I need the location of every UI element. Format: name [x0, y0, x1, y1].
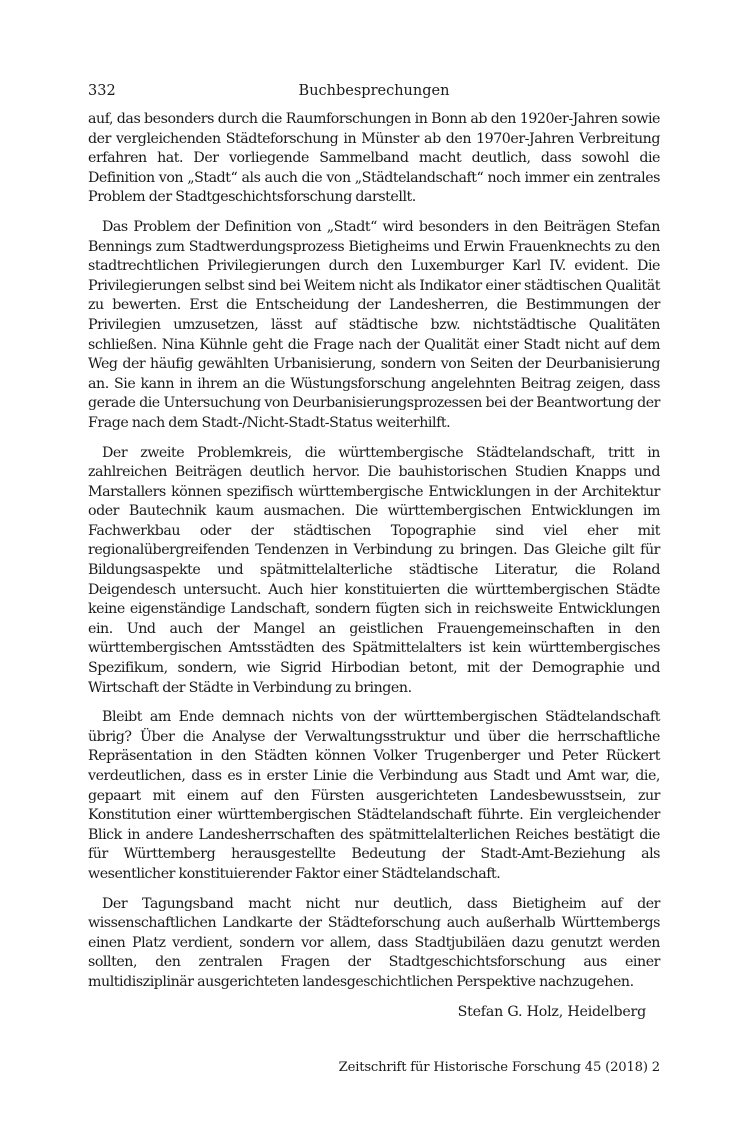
- paragraph-conclusion: Der Tagungsband macht nicht nur deutlich, dass Bietigheim auf der wissenschaftlichen Landkarte der Städteforschung auch außerhalb Württembergs einen Platz verdient, sondern vor allem, dass Stadtjubiläen dazu genutzt werden sollten, den zentralen Fragen der Stadtgeschichtsforschung aus einer multidisziplinär ausgerichteten landesgeschichtlichen Perspektive nachzugehen.: [88, 895, 660, 990]
- paragraph-continuation: auf, das besonders durch die Raumforschungen in Bonn ab den 1920er-Jahren sowie der vergleichenden Städteforschung in Münster ab den 1970er-Jahren Verbreitung erfahren hat. Der vorliegende Sammelband macht deutlich, dass sowohl die Definition von „Stadt“ als auch die von „Städtelandschaft“ noch immer ein zentrales Problem der Stadtgeschichtsforschung darstellt.: [88, 111, 660, 206]
- article-body: [88, 110, 660, 1022]
- paragraph-definition-stadt: Das Problem der Definition von „Stadt“ wird besonders in den Beiträgen Stefan Bennings zum Stadtwerdungsprozess Bietigheims und Erwin Frauenknechts zu den stadtrechtlichen Privilegierungen durch den Luxemburger Karl IV. evident. Die Privilegierungen selbst sind bei Weitem nicht als Indikator einer städtischen Qualität zu bewerten. Erst die Entscheidung der Landesherren, die Bestimmungen der Privilegien umzusetzen, lässt auf städtische bzw. nichtstädtische Qualitäten schließen. Nina Kühnle geht die Frage nach der Qualität einer Stadt nicht auf dem Weg der häufig gewählten Urbanisierung, sondern von Seiten der Deurbanisierung an. Sie kann in ihrem an die Wüstungsforschung angelehnten Beitrag zeigen, dass gerade die Untersuchung von Deurbanisierungsprozessen bei der Beantwortung der Frage nach dem Stadt-/Nicht-Stadt-Status weiterhilft.: [88, 218, 660, 431]
- running-head: Buchbesprechungen: [298, 83, 450, 99]
- reviewer-signature: Stefan G. Holz, Heidelberg: [457, 1003, 646, 1020]
- page-number: 332: [88, 83, 116, 99]
- paragraph-problemkreis: Der zweite Problemkreis, die württembergische Städtelandschaft, tritt in zahlreichen Beiträgen deutlich hervor. Die bauhistorischen Studien Knapps und Marstallers können spezifisch württembergische Entwicklungen in der Architektur oder Bautechnik kaum ausmachen. Die württembergischen Entwicklungen im Fachwerkbau oder der städtischen Topographie sind viel eher mit regionalübergreifenden Tendenzen in Verbindung zu bringen. Das Gleiche gilt für Bildungsaspekte und spätmittelalterliche städtische Literatur, die Roland Deigendesch untersucht. Auch hier konstituierten die württembergischen Städte keine eigenständige Landschaft, sondern fügten sich in reichsweite Entwicklungen ein. Und auch der Mangel an geistlichen Frauengemeinschaften in den württembergischen Amtsstädten des Spätmittelalters ist kein württembergisches Spezifikum, sondern, wie Sigrid Hirbodian betont, mit der Demographie und Wirtschaft der Städte in Verbindung zu bringen.: [88, 444, 660, 696]
- page-header: [88, 80, 660, 102]
- paragraph-staedtelandschaft: Bleibt am Ende demnach nichts von der württembergischen Städtelandschaft übrig? Über die Analyse der Verwaltungsstruktur und über die herrschaftliche Repräsentation in den Städten können Volker Trugenberger und Peter Rückert verdeutlichen, dass es in erster Linie die Verbindung aus Stadt und Amt war, die, gepaart mit einem auf den Fürsten ausgerichteten Landesbewusstsein, zur Konstitution einer württembergischen Städtelandschaft führte. Ein vergleichender Blick in andere Landesherrschaften des spätmittelalterlichen Reiches bestätigt die für Württemberg herausgestellte Bedeutung der Stadt-Amt-Beziehung als wesentlicher konstituierender Faktor einer Städtelandschaft.: [88, 709, 660, 882]
- journal-footer: Zeitschrift für Historische Forschung 45 (2018) 2: [338, 1060, 660, 1075]
